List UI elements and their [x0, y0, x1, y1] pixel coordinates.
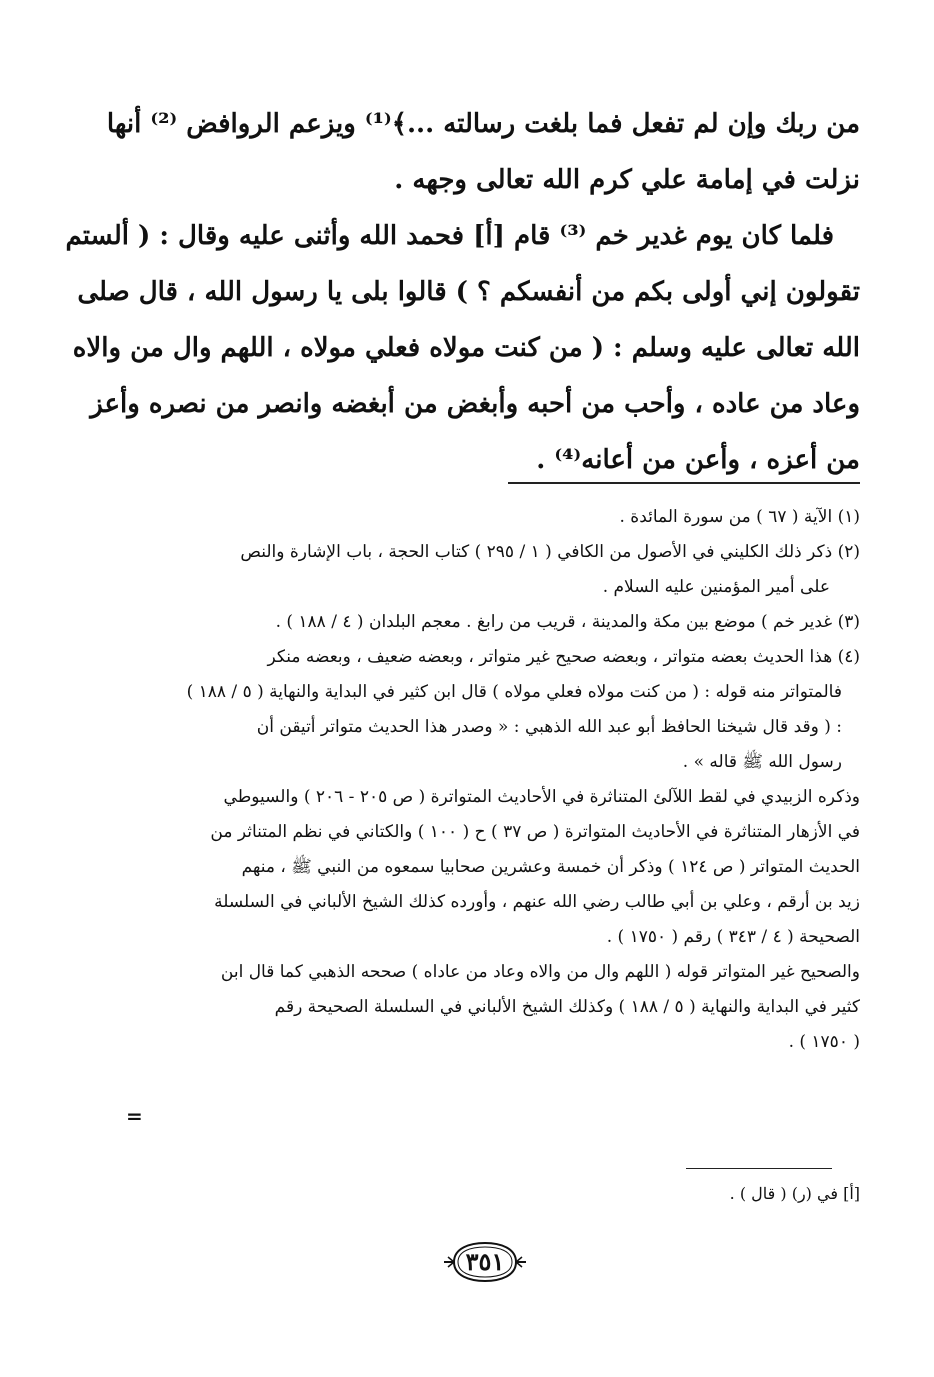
- footnotes-section: [130, 500, 860, 1060]
- main-text-body: [65, 96, 860, 488]
- footnote-4-line-8: زيد بن أرقم ، وعلي بن أبي طالب رضي الله عنهم ، وأورده كذلك الشيخ الألباني في السلسلة: [214, 892, 860, 912]
- editor-note-separator-rule: [686, 1168, 832, 1169]
- footnote-continuation-mark: =: [126, 1104, 143, 1128]
- footnote-4-line-11: كثير في البداية والنهاية ( ٥ / ١٨٨ ) وكذلك الشيخ الألباني في السلسلة الصحيحة رقم: [274, 997, 860, 1017]
- footnote-4-line-6: في الأزهار المتناثرة في الأحاديث المتواترة ( ص ٣٧ ) ح ( ١٠٠ ) والكتاني في نظم المتناثر من: [210, 822, 860, 842]
- footnote-4-line-4: رسول الله ﷺ قاله » .: [682, 752, 842, 772]
- footnote-4-line-9: الصحيحة ( ٤ / ٣٤٣ ) رقم ( ١٧٥٠ ) .: [606, 927, 860, 947]
- footnote-2-line-2: على أمير المؤمنين عليه السلام .: [602, 577, 830, 597]
- editor-note: [أ] في (ر) ( قال ) .: [729, 1184, 860, 1203]
- footnote-3: (٣) غدير خم ) موضع بين مكة والمدينة ، قريب من رابغ . معجم البلدان ( ٤ / ١٨٨ ) .: [275, 612, 860, 632]
- footnote-4-line-1: (٤) هذا الحديث بعضه متواتر ، وبعضه صحيح غير متواتر ، وبعضه ضعيف ، وبعضه منكر: [267, 647, 860, 667]
- footnote-2-line-1: (٢) ذكر ذلك الكليني في الأصول من الكافي ( ١ / ٢٩٥ ) كتاب الحجة ، باب الإشارة والنص: [240, 542, 860, 562]
- page-number-badge: [440, 1238, 530, 1286]
- main-text-line-1: من ربك وإن لم تفعل فما بلغت رسالته ...﴾⁽¹⁾ ويزعم الروافض ⁽²⁾ أنها: [106, 109, 860, 139]
- footnote-4-line-3: : ( وقد قال شيخنا الحافظ أبو عبد الله الذهبي : « وصدر هذا الحديث متواتر أتيقن أن: [256, 717, 842, 737]
- footnote-4-line-5: وذكره الزبيدي في لقط اللآلئ المتناثرة في الأحاديث المتواترة ( ص ٢٠٥ - ٢٠٦ ) والسيوطي: [223, 787, 860, 807]
- footnote-separator-rule: [508, 482, 860, 484]
- footnote-4-line-2: فالمتواتر منه قوله : ( من كنت مولاه فعلي مولاه ) قال ابن كثير في البداية والنهاية ( ٥ / ١٨٨ ): [186, 682, 842, 702]
- main-text-line-4: تقولون إني أولى بكم من أنفسكم ؟ ) قالوا بلى يا رسول الله ، قال صلى: [77, 277, 860, 307]
- main-text-line-6: وعاد من عاده ، وأحب من أحبه وأبغض من أبغضه وانصر من نصره وأعز: [90, 389, 860, 419]
- main-text-line-3: فلما كان يوم غدير خم ⁽³⁾ قام [أ] فحمد الله وأثنى عليه وقال : ( ألستم: [65, 221, 834, 251]
- footnote-1: (١) الآية ( ٦٧ ) من سورة المائدة .: [619, 507, 860, 527]
- footnote-4-line-7: الحديث المتواتر ( ص ١٢٤ ) وذكر أن خمسة وعشرين صحابيا سمعوه من النبي ﷺ ، منهم: [241, 857, 860, 877]
- page-number: ٣٥١: [465, 1247, 505, 1276]
- footnote-4-line-10: والصحيح غير المتواتر قوله ( اللهم وال من والاه وعاد من عاداه ) صححه الذهبي كما قال ابن: [220, 962, 860, 982]
- main-text-line-5: الله تعالى عليه وسلم : ( من كنت مولاه فعلي مولاه ، اللهم وال من والاه: [72, 333, 860, 363]
- main-text-line-2: نزلت في إمامة علي كرم الله تعالى وجهه .: [394, 165, 860, 195]
- footnote-4-line-12: ( ١٧٥٠ ) .: [788, 1032, 860, 1052]
- main-text-line-7: من أعزه ، وأعن من أعانه⁽⁴⁾ .: [536, 445, 860, 475]
